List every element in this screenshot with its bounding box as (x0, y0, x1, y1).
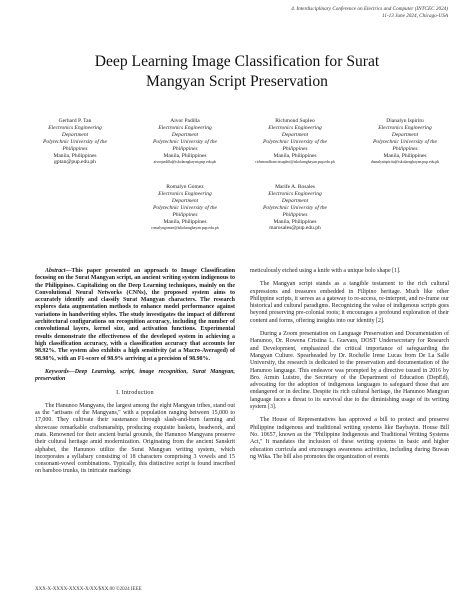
author-city: Manila, Philippines (163, 218, 207, 225)
author-university: Philippines (172, 145, 198, 152)
keywords (35, 369, 235, 384)
author-name: Richmond Supleo (275, 118, 315, 124)
author-university: Philippines (282, 211, 308, 218)
author-university: Polytechnic University of the (263, 204, 327, 211)
author-email: dianalynispiritu@iskolarngbayan.pup.edu.ph (370, 160, 440, 165)
author-dept: Electronics Engineering (48, 124, 102, 131)
keywords-text: Deep Learning, script, image recognition, Surat Mangyan, preservation (35, 368, 235, 383)
copyright-footer: XXX-X-XXXX-XXXX-X/XX/$XX.00 ©2024 IEEE (35, 587, 142, 592)
author-email: marosales@pup.edu.ph (269, 225, 321, 232)
author-dept: Electronics Engineering (268, 124, 322, 131)
author-university: Polytechnic University of the (153, 138, 217, 145)
author-dept: Department (171, 197, 199, 204)
author-block (130, 184, 240, 232)
author-university: Philippines (282, 145, 308, 152)
author-university: Philippines (172, 211, 198, 218)
author-block (240, 118, 350, 166)
author-name: Romalyn Gomez (166, 184, 204, 190)
keywords-label: Keywords— (45, 368, 75, 375)
conference-header (198, 6, 448, 20)
author-dept: Electronics Engineering (158, 124, 212, 131)
author-city: Manila, Philippines (273, 218, 317, 225)
abstract-text: This paper presented an approach to Image Classification focusing on the Surat Mangyan script, an ancient writing system indigenous to the Philippines. Capitalizing on the Deep Learning techniques, mainly on the Convolutional Neural Networks (CNNs), the proposed system aims to accurately identify and classify Surat Mangyan characters. The research explores data augmentation methods to enhance model performance against variations in handwriting styles. The study investigates the impact of different architectural configurations on recognition accuracy, including the number of convolutional layers, kernel size, and activation functions. Experimental results demonstrate the effectiveness of the developed system in achieving a high classification accuracy, with a classification accuracy that accounts for 98.92%. The system also exhibits a high sensitivity (at a Macro-Averaged) of 98.98%, with an F1-score of 98.9% arriving at a precision of 98.98%. (35, 268, 235, 362)
paper-title-line2: Mangyan Script Preservation (146, 73, 328, 90)
author-university: Philippines (392, 145, 418, 152)
author-dept: Department (281, 197, 309, 204)
author-university: Polytechnic University of the (153, 204, 217, 211)
abstract (35, 268, 235, 363)
intro-paragraph: The Hanunoo Mangyans, the largest among the eight Mangyan tribes, stand out as the "artisans of the Mangyans," with a population ranging between 15,000 to 17,000. They cultivate their sustenance through slash-and-burn farming and showcase remarkable craftsmanship, producing exquisite baskets, beadwork, and mats. Renowned for their ancient burial grounds, the Hanunoo Mangyans preserve their cultural heritage amid modernization. Originating from the ancient Sanskrit alphabet, the Hanunoo utilize the Surat Mangyan writing system, which incorporates a syllabary consisting of 18 characters comprising 3 vowels and 15 consonant-vowel combinations. Typically, this distinctive script is found inscribed on bamboo trunks, its intricate markings (35, 402, 235, 475)
conference-name: 4. Interdisciplinary Conference on Electrics and Computer (INTCEC 2024) (291, 6, 448, 12)
paper-title (40, 52, 434, 92)
author-city: Manila, Philippines (163, 152, 207, 159)
author-dept: Department (171, 131, 199, 138)
author-block (350, 118, 460, 166)
body-paragraph: During a Zoom presentation on Language Preservation and Documentation of Hanunoo, Dr. Rowena Cristina L. Guevara, DOST Undersecretary for Research and Development, emphasized the critical importance of safeguarding the Mangyan Culture. Spearheaded by Dr. Rochelle Irene Lucas from De La Salle University, the research is dedicated to the preservation and documentation of the Hanunoo language. This endeavor was prompted by a directive issued in 2016 by Bro. Armin Luistro, the Secretary of the Department of Education (DepEd), advocating for the adoption of indigenous languages to safeguard those that are endangered or in decline. Despite its rich cultural heritage, the Hanunoo Mangyan language faces a threat to its survival due to the diminishing usage of its writing system [3]. (250, 331, 449, 411)
author-name: Dianalyn Ispiritu (386, 118, 424, 124)
section-heading: I. Introduction (116, 390, 154, 397)
author-name: Gerhard P. Tan (58, 118, 92, 124)
body-paragraph: The House of Representatives has approved a bill to protect and preserve Philippine indigenous and traditional writing systems like Baybayin. House Bill No. 10657, known as the "Philippine Indigenous and Traditional Writing Systems Act," It mandates the inclusion of these writing systems in basic and higher education curricula and encourages awareness activities, including during Buwan ng Wika. The bill also promotes the organization of events (250, 417, 449, 460)
author-block (240, 184, 350, 232)
author-university: Polytechnic University of the (43, 138, 107, 145)
right-column (250, 268, 449, 467)
author-city: Manila, Philippines (273, 152, 317, 159)
author-city: Manila, Philippines (383, 152, 427, 159)
author-dept: Electronics Engineering (378, 124, 432, 131)
paper-title-line1: Deep Learning Image Classification for Surat (94, 53, 380, 70)
author-university: Polytechnic University of the (373, 138, 437, 145)
left-column (35, 268, 235, 476)
author-dept: Department (391, 131, 419, 138)
author-university: Polytechnic University of the (263, 138, 327, 145)
author-block (20, 118, 130, 166)
author-email: gptan@pup.edu.ph (54, 159, 96, 166)
conference-date-location: 11-13 June 2024, Chicago-USA (382, 13, 448, 19)
abstract-label: Abstract— (45, 268, 72, 274)
author-city: Manila, Philippines (53, 152, 97, 159)
author-email: richmondfrancissupleo@iskolarngbayan.pup.edu.ph (255, 160, 335, 165)
author-dept: Department (61, 131, 89, 138)
author-email: aivorpadilla@iskolarngbayan.pup.edu.ph (153, 160, 217, 165)
author-dept: Department (281, 131, 309, 138)
author-name: Aivor Padilla (170, 118, 200, 124)
author-name: Marife A. Rosales (275, 184, 315, 190)
author-dept: Electronics Engineering (158, 190, 212, 197)
author-dept: Electronics Engineering (268, 190, 322, 197)
body-paragraph: The Mangyan script stands as a tangible testament to the rich cultural expressions and treasures embedded in Filipino heritage. Much like other Philippine scripts, it serves as a gateway to re-access, re-interpret, and re-frame our historical and cultural paradigms. Recognizing the value of indigenous scripts goes beyond preserving pre-colonial roots; it encourages a profound exploration of their content and forms, offering insights into our identity [2]. (250, 281, 449, 324)
author-block (130, 118, 240, 166)
author-email: romalyngomez@iskolarngbayan.pup.edu.ph (151, 226, 219, 231)
author-university: Philippines (62, 145, 88, 152)
body-paragraph: meticulously etched using a knife with a unique bolo shape [1]. (250, 268, 401, 274)
